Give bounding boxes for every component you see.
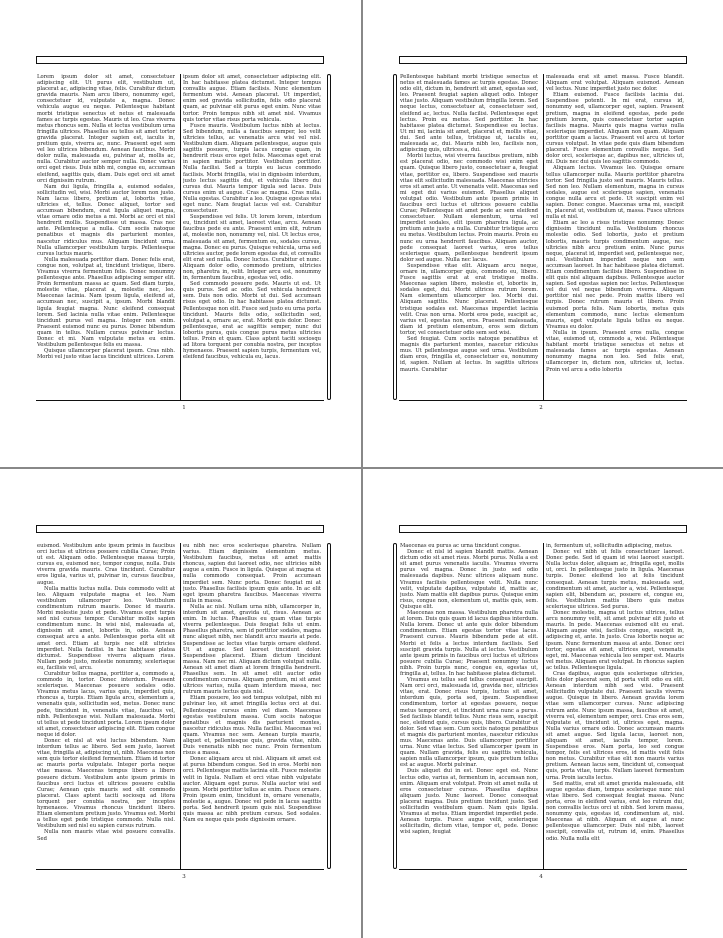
body-paragraph: Fusce mauris. Vestibulum luctus nibh at lectus. Sed bibendum, nulla a faucibus semper, leo velit ultricies tellus, ac venenatis arcu wisi vel nisl. Vestibulum diam. Aliquam pellentesque, augue quis sagittis posuere, turpis lacus congue quam, in hendrerit risus eros eget felis. Maecenas eget erat in sapien mattis porttitor. Vestibulum porttitor. Nulla facilisi. Sed a turpis eu lacus commodo facilisis. Morbi fringilla, wisi in dignissim interdum, justo lectus sagittis dui, et vehicula libero dui cursus dui. Mauris tempor ligula sed lacus. Duis cursus enim ut augue. Cras ac magna. Cras nulla. Nulla egestas. Curabitur a leo. Quisque egestas wisi eget nunc. Nam feugiat lacus vel est. Curabitur consectetuer. (183, 122, 321, 215)
body-paragraph: malesuada erat sit amet massa. Fusce blandit. Aliquam erat volutpat. Aliquam euismod. Aenean vel lectus. Nunc imperdiet justo nec dolor. (546, 74, 684, 93)
body-paragraph: Maecenas non massa. Vestibulum pharetra nulla at lorem. Duis quis quam id lacus dapibus interdum. Nulla lorem. Donec ut ante quis dolor bibendum condimentum. Etiam egestas tortor vitae lacus. Praesent cursus. Mauris bibendum pede at elit. Morbi et felis a lectus interdum facilisis. Sed suscipit gravida turpis. Nulla at lectus. Vestibulum ante ipsum primis in faucibus orci luctus et ultrices posuere cubilia Curae; Praesent nonummy luctus nibh. Proin turpis nunc, congue eu, egestas ut, fringilla at, tellus. In hac habitasse platea dictumst. (400, 610, 538, 677)
body-paragraph: Donec vel nibh ut felis consectetuer laoreet. Donec pede. Sed id quam id wisi laoreet suscipit. Nulla lectus dolor, aliquam ac, fringilla eget, mollis ut, orci. In pellentesque justo in ligula. Maecenas turpis. Donec eleifend leo at felis tincidunt consequat. Aenean turpis metus, malesuada sed, condimentum sit amet, auctor a, wisi. Pellentesque sapien elit, bibendum ac, posuere et, congue eu, felis. Vestibulum mattis libero quis metus scelerisque ultrices. Sed purus. (546, 549, 684, 610)
body-paragraph: Lorem ipsum dolor sit amet, consectetuer adipiscing elit. Ut purus elit, vestibulum ut, placerat ac, adipiscing vitae, felis. Curabitur dictum gravida mauris. Nam arcu libero, nonummy eget, consectetuer id, vulputate a, magna. Donec vehicula augue eu neque. Pellentesque habitant morbi tristique senectus et netus et malesuada fames ac turpis egestas. Mauris ut leo. Cras viverra metus rhoncus sem. Nulla et lectus vestibulum urna fringilla ultrices. Phasellus eu tellus sit amet tortor gravida placerat. Integer sapien est, iaculis in, pretium quis, viverra ac, nunc. Praesent eget sem vel leo ultrices bibendum. Aenean faucibus. Morbi dolor nulla, malesuada eu, pulvinar at, mollis ac, nulla. Curabitur auctor semper nulla. Donec varius orci eget risus. Duis nibh mi, congue eu, accumsan eleifend, sagittis quis, diam. Duis eget orci sit amet orci dignissim rutrum. (37, 74, 175, 184)
left-column (37, 543, 175, 869)
body-paragraph: Donec aliquam arcu ut nisl. Aliquam sit amet est at purus bibendum congue. Sed in eros. Morbi non orci. Pellentesque mattis lacinia elit. Fusce molestie velit in ligula. Nullam et orci vitae nibh vulputate auctor. Aliquam eget purus. Nulla auctor wisi sed ipsum. Morbi porttitor tellus ac enim. Fusce ornare. Proin ipsum enim, tincidunt in, ornare venenatis, molestie a, augue. Donec vel pede in lacus sagittis porta. Sed hendrerit ipsum quis nisl. Suspendisse quis massa ac nibh pretium cursus. Sed sodales. Nam eu neque quis pede dignissim ornare. (183, 756, 321, 824)
right-column (546, 74, 684, 400)
body-paragraph: Nulla in ipsum. Praesent eros nulla, congue vitae, euismod ut, commodo a, wisi. Pellentesque habitant morbi tristique senectus et netus et malesuada fames ac turpis egestas. Aenean nonummy magna non leo. Sed felis erat, ullamcorper in, dictum non, ultricies ut, lectus. Proin vel arcu a odio lobortis (546, 329, 684, 373)
column-divider (543, 543, 544, 869)
body-paragraph: Nulla ac nisl. Nullam urna nibh, ullamcorper in, interdum sit amet, gravida ut, risus. Aenean ac enim. In luctus. Phasellus eu quam vitae turpis viverra pellentesque. Duis feugiat felis ut enim. Phasellus pharetra, sem id porttitor sodales, magna nunc aliquet nibh, nec blandit arcu mauris at pede. Suspendisse ac lectus vitae turpis ornare eleifend. Ut at augue. Sed laoreet tincidunt dolor. Suspendisse placerat. Etiam dictum tincidunt massa. Nam nec mi. Aliquam dictum volutpat nulla. Aenean sit amet diam at lorem fringilla hendrerit. Phasellus sem. In sit amet elit auctor odio condimentum cursus. Aliquam pretium, mi sit amet ultrices varius, nulla quam interdum massa, nec rutrum mauris lectus quis nisl. (183, 603, 321, 696)
header-rule (36, 525, 324, 533)
body-paragraph: eu nibh nec eros scelerisque pharetra. Nullam varius. Etiam dignissim elementum metus. Vestibulum faucibus, metus sit amet mattis rhoncus, sapien dui laoreet odio, nec ultricies nibh augue a enim. Fusce in ligula. Quisque at magna et nulla commodo consequat. Proin accumsan imperdiet sem. Nunc porta. Donec feugiat mi at justo. Phasellus facilisis ipsum quis ante. In ac elit eget ipsum pharetra faucibus. Maecenas viverra nulla in massa. (183, 543, 321, 604)
column-divider (180, 543, 181, 869)
page-number: 2 (539, 405, 543, 411)
margin-bar (327, 543, 331, 869)
page-number: 4 (539, 874, 543, 880)
body-paragraph: Donec molestie, magna ut luctus ultrices, tellus arcu nonummy velit, sit amet pulvinar elit justo et mauris. In pede. Maecenas euismod elit eu erat. Aliquam augue wisi, facilisis congue, suscipit in, adipiscing et, ante. In justo. Cras lobortis neque ac ipsum. Nunc fermentum massa at ante. Donec orci tortor, egestas sit amet, ultrices eget, venenatis eget, mi. Maecenas vehicula leo semper est. Mauris vel metus. Aliquam erat volutpat. In rhoncus sapien ac tellus. Pellentesque ligula. (546, 610, 684, 671)
body-paragraph: Vivamus eu tellus sed tellus consequat suscipit. Nam orci orci, malesuada id, gravida nec, ultricies vitae, erat. Donec risus turpis, luctus sit amet, interdum quis, porta sed, ipsum. Suspendisse condimentum, tortor at egestas posuere, neque metus tempor orci, et tincidunt urna nunc a purus. Sed facilisis blandit tellus. Nunc risus sem, suscipit nec, eleifend quis, cursus quis, libero. Curabitur et dolor. Sed vitae sem. Cum sociis natoque penatibus et magnis dis parturient montes, nascetur ridiculus mus. Maecenas ante. Duis ullamcorper porttitor urna. Nunc vitae lectus. Sed ullamcorper ipsum in quam. Nullam gravida, felis eu sagittis vehicula, sapien nulla ullamcorper ipsum, quis pretium tellus est ac augue. Morbi pulvinar. (400, 677, 538, 769)
margin-bar (393, 543, 397, 869)
page-number: 3 (182, 874, 186, 880)
body-paragraph: Etiam posuere, leo sed tempus volutpat, nibh mi pulvinar leo, sit amet fringilla lectus orci at dui. Pellentesque cursus enim vel diam. Maecenas egestas vestibulum massa. Cum sociis natoque penatibus et magnis dis parturient montes, nascetur ridiculus mus. Nulla facilisi. Maecenas vel quam. Vivamus nec sem. Aenean turpis mauris, aliquet et, pellentesque quis, gravida vitae, nibh. Duis venenatis nibh nec nunc. Proin fermentum risus a massa. (183, 695, 321, 757)
body-paragraph: Pellentesque habitant morbi tristique senectus et netus et malesuada fames ac turpis egestas. Donec odio elit, dictum in, hendrerit sit amet, egestas sed, leo. Praesent feugiat sapien aliquet odio. Integer vitae justo. Aliquam vestibulum fringilla lorem. Sed neque lectus, consectetuer at, consectetuer sed, eleifend ac, lectus. Nulla facilisi. Pellentesque eget lectus. Proin eu metus. Sed porttitor. In hac habitasse platea dictumst. Suspendisse eu lectus. Ut mi mi, lacinia sit amet, placerat et, mollis vitae, dui. Sed ante tellus, tristique ut, iaculis eu, malesuada ac, dui. Mauris nibh leo, facilisis non, adipiscing quis, ultrices a, dui. (400, 74, 538, 154)
body-paragraph: Donec et nisl id sapien blandit mattis. Aenean dictum odio sit amet risus. Morbi purus. Nulla a est sit amet purus venenatis iaculis. Vivamus viverra purus vel magna. Donec in justo sed odio malesuada dapibus. Nunc ultrices aliquam nunc. Vivamus facilisis pellentesque velit. Nulla nunc velit, vulputate dapibus, vulputate id, mattis ac, justo. Nam mattis elit dapibus purus. Quisque enim risus, congue non, elementum ut, mattis quis, sem. Quisque elit. (400, 549, 538, 610)
body-paragraph: in, fermentum ut, sollicitudin adipiscing, metus. (546, 543, 673, 549)
column-divider (543, 74, 544, 400)
body-paragraph: Suspendisse vel felis. Ut lorem lorem, interdum eu, tincidunt sit amet, laoreet vitae, arcu. Aenean faucibus pede eu ante. Praesent enim elit, rutrum at, molestie non, nonummy vel, nisl. Ut lectus eros, malesuada sit amet, fermentum eu, sodales cursus, magna. Donec eu purus. Quisque vehicula, urna sed ultricies auctor, pede lorem egestas dui, et convallis elit erat sed nulla. Donec luctus. Curabitur et nunc. Aliquam dolor odio, commodo pretium, ultricies non, pharetra in, velit. Integer arcu est, nonummy in, fermentum faucibus, egestas vel, odio. (183, 214, 321, 282)
page-number: 1 (182, 405, 186, 411)
right-column (183, 74, 321, 400)
body-paragraph: euismod. Vestibulum ante ipsum primis in faucibus orci luctus et ultrices posuere cubilia Curae; Proin ut est. Aliquam odio. Pellentesque massa turpis, cursus eu, euismod nec, tempor congue, nulla. Duis viverra gravida mauris. Cras tincidunt. Curabitur eros ligula, varius ut, pulvinar in, cursus faucibus, augue. (37, 543, 175, 586)
header-rule (36, 56, 324, 64)
page-3 (0, 469, 361, 938)
body-paragraph: Morbi luctus, wisi viverra faucibus pretium, nibh est placerat odio, nec commodo wisi enim eget quam. Quisque libero justo, consectetuer a, feugiat vitae, porttitor eu, libero. Suspendisse sed mauris vitae elit sollicitudin malesuada. Maecenas ultricies eros sit amet ante. Ut venenatis velit. Maecenas sed mi eget dui varius euismod. Phasellus aliquet volutpat odio. Vestibulum ante ipsum primis in faucibus orci luctus et ultrices posuere cubilia Curae; Pellentesque sit amet pede ac sem eleifend consectetuer. Nullam elementum, urna vel imperdiet sodales, elit ipsum pharetra ligula, ac pretium ante justo a nulla. Curabitur tristique arcu eu metus. Vestibulum lectus. Proin mauris. Proin eu nunc eu urna hendrerit faucibus. Aliquam auctor, pede consequat laoreet varius, eros tellus scelerisque quam, pellentesque hendrerit ipsum dolor sed augue. Nulla nec lacus. (400, 153, 538, 263)
body-paragraph: Nam dui ligula, fringilla a, euismod sodales, sollicitudin vel, wisi. Morbi auctor lorem non justo. Nam lacus libero, pretium at, lobortis vitae, ultricies et, tellus. Donec aliquet, tortor sed accumsan bibendum, erat ligula aliquet magna, vitae ornare odio metus a mi. Morbi ac orci et nisl hendrerit mollis. Suspendisse ut massa. Cras nec ante. Pellentesque a nulla. Cum sociis natoque penatibus et magnis dis parturient montes, nascetur ridiculus mus. Aliquam tincidunt urna. Nulla ullamcorper vestibulum turpis. Pellentesque cursus luctus mauris. (37, 183, 175, 257)
body-paragraph: Sed mattis, erat sit amet gravida malesuada, elit augue egestas diam, tempus scelerisque nunc nisl vitae libero. Sed consequat feugiat massa. Nunc porta, eros in eleifend varius, erat leo rutrum dui, non convallis lectus orci ut nibh. Sed lorem massa, nonummy quis, egestas id, condimentum at, nisl. Maecenas at nibh. Aliquam et augue at nunc pellentesque ullamcorper. Duis nisl nibh, laoreet suscipit, convallis ut, rutrum id, enim. Phasellus odio. Nulla nulla elit (546, 780, 684, 842)
margin-bar (327, 74, 331, 400)
header-rule (399, 525, 687, 533)
body-paragraph: Duis aliquet dui in est. Donec eget est. Nunc lectus odio, varius at, fermentum in, accumsan non, enim. Aliquam erat volutpat. Proin sit amet nulla ut eros consectetuer cursus. Phasellus dapibus aliquam justo. Nunc laoreet. Donec consequat placerat magna. Duis pretium tincidunt justo. Sed sollicitudin vestibulum quam. Nam quis ligula. Vivamus at metus. Etiam imperdiet imperdiet pede. Aenean turpis. Fusce augue velit, scelerisque sollicitudin, dictum vitae, tempor et, pede. Donec wisi sapien, feugiat (400, 768, 538, 836)
body-paragraph: Donec et nisl at wisi luctus bibendum. Nam interdum tellus ac libero. Sed sem justo, laoreet vitae, fringilla at, adipiscing ut, nibh. Maecenas non sem quis tortor eleifend fermentum. Etiam id tortor ac mauris porta vulputate. Integer porta neque vitae massa. Maecenas tempus libero a libero posuere dictum. Vestibulum ante ipsum primis in faucibus orci luctus et ultrices posuere cubilia Curae; Aenean quis mauris sed elit commodo placerat. Class aptent taciti sociosqu ad litora torquent per conubia nostra, per inceptos hymenaeos. Vivamus rhoncus tincidunt libero. Etiam elementum pretium justo. Vivamus est. Morbi a tellus eget pede tristique commodo. Nulla nisl. Vestibulum sed nisl eu sapien cursus rutrum. (37, 738, 175, 830)
footer-rule (36, 869, 324, 870)
footer-rule (36, 400, 324, 401)
body-paragraph: Nulla non mauris vitae wisi posuere convallis. Sed (37, 829, 175, 842)
body-paragraph: Sed feugiat. Cum sociis natoque penatibus et magnis dis parturient montes, nascetur ridiculus mus. Ut pellentesque augue sed urna. Vestibulum diam eros, fringilla et, consectetuer eu, nonummy id, sapien. Nullam at lectus. In sagittis ultrices mauris. Curabitur (400, 336, 538, 373)
page-4 (363, 469, 723, 938)
body-paragraph: Quisque ullamcorper placerat ipsum. Cras nibh. Morbi vel justo vitae lacus tincidunt ultrices. Lorem (37, 348, 175, 361)
left-column (400, 74, 538, 400)
footer-rule (399, 400, 687, 401)
body-paragraph: Curabitur tellus magna, porttitor a, commodo a, commodo in, tortor. Donec interdum. Praesent scelerisque. Maecenas posuere sodales odio. Vivamus metus lacus, varius quis, imperdiet quis, rhoncus a, turpis. Etiam ligula arcu, elementum a, venenatis quis, sollicitudin sed, metus. Donec nunc pede, tincidunt in, venenatis vitae, faucibus vel, nibh. Pellentesque wisi. Nullam malesuada. Morbi ut tellus ut pede tincidunt porta. Lorem ipsum dolor sit amet, consectetuer adipiscing elit. Etiam congue neque id dolor. (37, 670, 175, 738)
right-column (183, 543, 321, 869)
left-column (37, 74, 175, 400)
body-paragraph: Nulla mattis luctus nulla. Duis commodo velit at leo. Aliquam vulputate magna et leo. Nam vestibulum ullamcorper leo. Vestibulum condimentum rutrum mauris. Donec id mauris. Morbi molestie justo et pede. Vivamus eget turpis sed nisl cursus tempor. Curabitur mollis sapien condimentum nunc. In wisi nisl, malesuada at, dignissim sit amet, lobortis in, odio. Aenean consequat arcu a ante. Pellentesque porta elit sit amet orci. Etiam at turpis nec elit ultricies imperdiet. Nulla facilisi. In hac habitasse platea dictumst. Suspendisse viverra aliquam risus. Nullam pede justo, molestie nonummy, scelerisque eu, facilisis vel, arcu. (37, 585, 175, 671)
body-paragraph: Aliquam lectus. Vivamus leo. Quisque ornare tellus ullamcorper nulla. Mauris porttitor pharetra tortor. Sed fringilla justo sed mauris. Mauris tellus. Sed non leo. Nullam elementum, magna in cursus sodales, augue est scelerisque sapien, venenatis congue nulla arcu et pede. Ut suscipit enim vel sapien. Donec congue. Maecenas urna mi, suscipit in, placerat ut, vestibulum ut, massa. Fusce ultrices nulla et nisl. (546, 165, 684, 221)
body-paragraph: Etiam euismod. Fusce facilisis lacinia dui. Suspendisse potenti. In mi erat, cursus id, nonummy sed, ullamcorper eget, sapien. Praesent pretium, magna in eleifend egestas, pede pede pretium lorem, quis consectetuer tortor sapien facilisis magna. Mauris quis magna varius nulla scelerisque imperdiet. Aliquam non quam. Aliquam porttitor quam a lacus. Praesent vel arcu ut tortor cursus volutpat. In vitae pede quis diam bibendum placerat. Fusce elementum convallis neque. Sed dolor orci, scelerisque ac, dapibus nec, ultricies ut, mi. Duis nec dui quis leo sagittis commodo. (546, 92, 684, 166)
body-paragraph: Suspendisse vitae elit. Aliquam arcu neque, ornare in, ullamcorper quis, commodo eu, libero. Fusce sagittis erat at erat tristique mollis. Maecenas sapien libero, molestie et, lobortis in, sodales eget, dui. Morbi ultrices rutrum lorem. Nam elementum ullamcorper leo. Morbi dui. Aliquam sagittis. Nunc placerat. Pellentesque tristique sodales est. Maecenas imperdiet lacinia velit. Cras non urna. Morbi eros pede, suscipit ac, varius vel, egestas non, eros. Praesent malesuada, diam id pretium elementum, eros sem dictum tortor, vel consectetuer odio sem sed wisi. (400, 262, 538, 336)
header-rule (399, 56, 687, 64)
body-paragraph: ipsum dolor sit amet, consectetuer adipiscing elit. In hac habitasse platea dictumst. Integer tempus convallis augue. Etiam facilisis. Nunc elementum fermentum wisi. Aenean placerat. Ut imperdiet, enim sed gravida sollicitudin, felis odio placerat quam, ac pulvinar elit purus eget enim. Nunc vitae tortor. Proin tempus nibh sit amet nisl. Vivamus quis tortor vitae risus porta vehicula. (183, 74, 321, 123)
page-2 (363, 0, 723, 467)
right-column (546, 543, 684, 869)
body-paragraph: Etiam ac leo a risus tristique nonummy. Donec dignissim tincidunt nulla. Vestibulum rhoncus molestie odio. Sed lobortis, justo et pretium lobortis, mauris turpis condimentum augue, nec ultricies nibh arcu pretium enim. Nunc purus neque, placerat id, imperdiet sed, pellentesque nec, nisl. Vestibulum imperdiet neque non sem accumsan laoreet. In hac habitasse platea dictumst. Etiam condimentum facilisis libero. Suspendisse in elit quis nisl aliquam dapibus. Pellentesque auctor sapien. Sed egestas sapien nec lectus. Pellentesque vel dui vel neque bibendum viverra. Aliquam porttitor nisl nec pede. Proin mattis libero vel turpis. Donec rutrum mauris et libero. Proin euismod porta felis. Nam lobortis, metus quis elementum commodo, nunc lectus elementum mauris, eget vulputate ligula tellus eu neque. Vivamus eu dolor. (546, 220, 684, 330)
body-paragraph: Cras dapibus, augue quis scelerisque ultricies, felis dolor placerat sem, id porta velit odio eu elit. Aenean interdum nibh sed wisi. Praesent sollicitudin vulputate dui. Praesent iaculis viverra augue. Quisque in libero. Aenean gravida lorem vitae sem ullamcorper cursus. Nunc adipiscing rutrum ante. Nunc ipsum massa, faucibus sit amet, viverra vel, elementum semper, orci. Cras eros sem, vulputate et, tincidunt id, ultrices eget, magna. Nulla varius ornare odio. Donec accumsan mauris sit amet augue. Sed ligula lacus, laoreet non, aliquam sit amet, iaculis tempor, lorem. Suspendisse eros. Nam porta, leo sed congue tempor, felis est ultrices eros, id mattis velit felis non metus. Curabitur vitae elit non mauris varius pretium. Aenean lacus sem, tincidunt ut, consequat quis, porta vitae, turpis. Nullam laoreet fermentum urna. Proin iaculis lectus. (546, 670, 684, 781)
footer-rule (399, 869, 687, 870)
column-divider (180, 74, 181, 400)
margin-bar (393, 74, 397, 400)
body-paragraph: Maecenas eu purus ac urna tincidunt congue. (400, 543, 521, 549)
page-1 (0, 0, 361, 467)
left-column (400, 543, 538, 869)
body-paragraph: Sed commodo posuere pede. Mauris ut est. Ut quis purus. Sed ac odio. Sed vehicula hendrerit sem. Duis non odio. Morbi ut dui. Sed accumsan risus eget odio. In hac habitasse platea dictumst. Pellentesque non elit. Fusce sed justo eu urna porta tincidunt. Mauris felis odio, sollicitudin sed, volutpat a, ornare ac, erat. Morbi quis dolor. Donec pellentesque, erat ac sagittis semper, nunc dui lobortis purus, quis congue purus metus ultricies tellus. Proin et quam. Class aptent taciti sociosqu ad litora torquent per conubia nostra, per inceptos hymenaeos. Praesent sapien turpis, fermentum vel, eleifend faucibus, vehicula eu, lacus. (183, 281, 321, 361)
body-paragraph: Nulla malesuada porttitor diam. Donec felis erat, congue non, volutpat at, tincidunt tristique, libero. Vivamus viverra fermentum felis. Donec nonummy pellentesque ante. Phasellus adipiscing semper elit. Proin fermentum massa ac quam. Sed diam turpis, molestie vitae, placerat a, molestie nec, leo. Maecenas lacinia. Nam ipsum ligula, eleifend at, accumsan nec, suscipit a, ipsum. Morbi blandit ligula feugiat magna. Nunc eleifend consequat lorem. Sed lacinia nulla vitae enim. Pellentesque tincidunt purus vel magna. Integer non enim. Praesent euismod nunc eu purus. Donec bibendum quam in tellus. Nullam cursus pulvinar lectus. Donec et mi. Nam vulputate metus eu enim. Vestibulum pellentesque felis eu massa. (37, 256, 175, 349)
